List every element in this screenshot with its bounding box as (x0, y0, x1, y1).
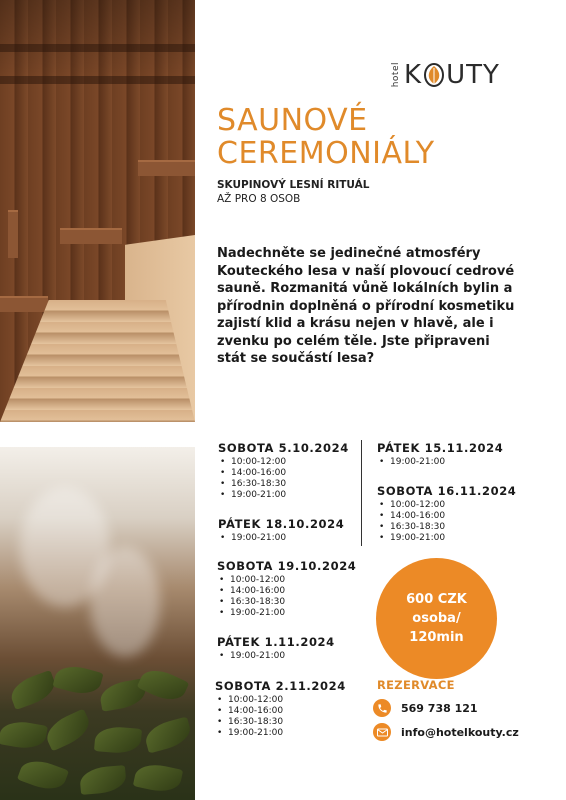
schedule-left-block-5 (215, 679, 346, 739)
time-slot: • 16:30-18:30 (215, 717, 346, 728)
sauna-leaves-steam-photo (0, 447, 195, 800)
time-slot: • 19:00-21:00 (377, 533, 516, 544)
time-slot-list (217, 575, 356, 619)
price-badge (376, 558, 497, 679)
phone-icon (373, 699, 391, 717)
time-slot: • 14:00-16:00 (218, 468, 349, 479)
time-slot-list (218, 533, 344, 544)
time-slot: • 19:00-21:00 (217, 651, 335, 662)
hotel-kouty-logo (391, 55, 500, 95)
phone-number[interactable]: 569 738 121 (401, 701, 478, 715)
page-title (217, 104, 477, 170)
time-slot: • 10:00-12:00 (218, 457, 349, 468)
time-slot: • 14:00-16:00 (377, 511, 516, 522)
time-slot: • 19:00-21:00 (218, 533, 344, 544)
subtitle (217, 178, 369, 206)
time-slot: • 14:00-16:00 (215, 706, 346, 717)
time-slot: • 19:00-21:00 (215, 728, 346, 739)
phone-contact[interactable] (373, 699, 478, 717)
price-duration: 120min (409, 630, 464, 645)
schedule-day-title: PÁTEK 1.11.2024 (217, 635, 335, 649)
schedule-day-title: PÁTEK 18.10.2024 (218, 517, 345, 531)
time-slot-list (377, 500, 516, 544)
time-slot-list (218, 457, 349, 501)
subtitle-line-2: AŽ PRO 8 OSOB (217, 193, 301, 205)
time-slot: • 10:00-12:00 (217, 575, 356, 586)
time-slot-list (377, 457, 503, 468)
price-amount: 600 CZK (406, 592, 467, 607)
column-divider (361, 440, 362, 546)
time-slot: • 19:00-21:00 (377, 457, 503, 468)
subtitle-line-1: SKUPINOVÝ LESNÍ RITUÁL (217, 179, 370, 191)
email-address[interactable]: info@hotelkouty.cz (401, 725, 519, 739)
schedule-left-block-2 (218, 517, 344, 544)
logo-hotel-text: hotel (391, 62, 401, 88)
time-slot: • 19:00-21:00 (217, 608, 356, 619)
schedule-day-title: SOBOTA 5.10.2024 (218, 441, 349, 455)
logo-letter-k: K (404, 60, 423, 90)
schedule-left-block-1 (218, 441, 349, 501)
price-unit: osoba/ (412, 611, 461, 626)
schedule-day-title: SOBOTA 16.11.2024 (377, 484, 517, 498)
schedule-day-title: SOBOTA 2.11.2024 (215, 679, 346, 693)
intro-paragraph: Nadechněte se jedinečné atmosféry Kouteckého lesa v naší plovoucí cedrové sauně. Rozmanitá vůně lokálních bylin a přírodnin doplněná o přírodní kosmetiku zajistí klid a krásu nejen v hlavě, ale i zvenku po celém těle. Jste připraveni stát se součástí lesa? (217, 246, 515, 366)
title-line-1: SAUNOVÉ (217, 103, 368, 138)
schedule-right-block-1 (377, 441, 503, 468)
title-line-2: CEREMONIÁLY (217, 136, 435, 171)
schedule-left-block-4 (217, 635, 335, 662)
email-contact[interactable] (373, 723, 519, 741)
time-slot: • 16:30-18:30 (218, 479, 349, 490)
time-slot-list (217, 651, 335, 662)
time-slot-list (215, 695, 346, 739)
mail-icon (373, 723, 391, 741)
time-slot: • 19:00-21:00 (218, 490, 349, 501)
schedule-right-block-2 (377, 484, 516, 544)
time-slot: • 10:00-12:00 (377, 500, 516, 511)
time-slot: • 16:30-18:30 (217, 597, 356, 608)
schedule-day-title: SOBOTA 19.10.2024 (217, 559, 357, 573)
time-slot: • 10:00-12:00 (215, 695, 346, 706)
time-slot: • 16:30-18:30 (377, 522, 516, 533)
leaf-o-icon (423, 62, 445, 88)
schedule-day-title: PÁTEK 15.11.2024 (377, 441, 504, 455)
logo-wordmark (404, 60, 500, 90)
time-slot: • 14:00-16:00 (217, 586, 356, 597)
reservation-label: REZERVACE (377, 678, 455, 692)
schedule-left-block-3 (217, 559, 356, 619)
logo-letters-uty: UTY (446, 60, 500, 90)
sauna-interior-photo (0, 0, 195, 422)
